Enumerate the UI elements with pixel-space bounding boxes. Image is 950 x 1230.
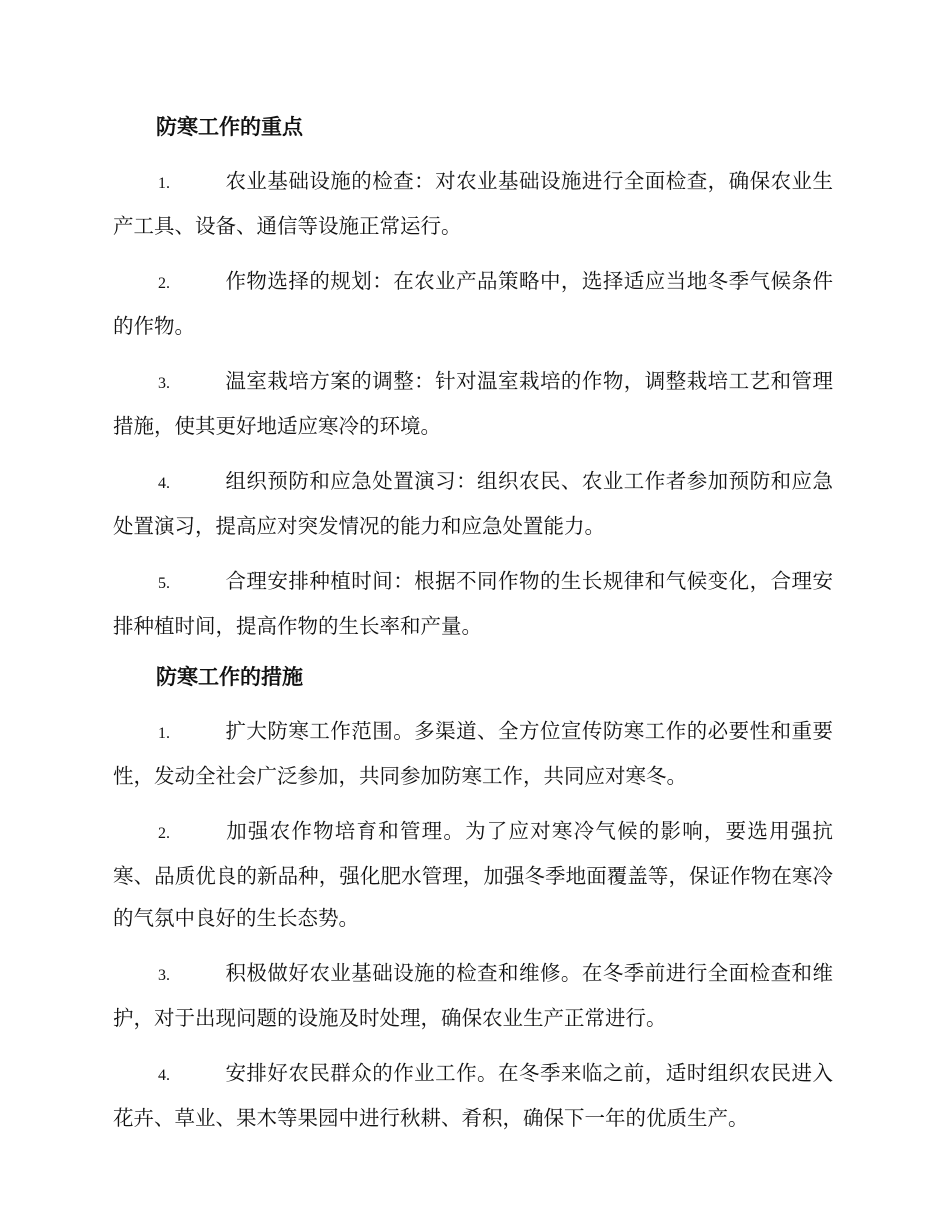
item-text: 合理安排种植时间：根据不同作物的生长规律和气候变化，合理安排种植时间，提高作物的生长率和产量。 <box>113 569 833 638</box>
item-text: 温室栽培方案的调整：针对温室栽培的作物，调整栽培工艺和管理措施，使其更好地适应寒冷的环境。 <box>113 369 833 438</box>
list-item <box>113 160 833 247</box>
list-item <box>113 810 833 939</box>
item-text: 积极做好农业基础设施的检查和维修。在冬季前进行全面检查和维护，对于出现问题的设施及时处理，确保农业生产正常进行。 <box>113 961 833 1030</box>
list-item <box>113 560 833 647</box>
item-text: 安排好农民群众的作业工作。在冬季来临之前，适时组织农民进入花卉、草业、果木等果园中进行秋耕、肴积，确保下一年的优质生产。 <box>113 1061 833 1130</box>
item-text: 加强农作物培育和管理。为了应对寒冷气候的影响，要选用强抗寒、品质优良的新品种，强化肥水管理，加强冬季地面覆盖等，保证作物在寒冷的气氛中良好的生长态势。 <box>113 819 833 930</box>
item-number: 4. <box>158 475 170 492</box>
section-heading: 防寒工作的措施 <box>156 665 303 689</box>
item-text: 作物选择的规划：在农业产品策略中，选择适应当地冬季气候条件的作物。 <box>113 269 833 338</box>
list-item <box>113 460 833 547</box>
list-item <box>113 710 833 797</box>
list-item <box>113 1052 833 1139</box>
item-number: 2. <box>158 275 170 292</box>
list-item <box>113 360 833 447</box>
item-number: 5. <box>158 575 170 592</box>
section-measures <box>113 660 833 1139</box>
item-number: 3. <box>158 967 170 984</box>
section-heading: 防寒工作的重点 <box>156 115 303 139</box>
item-number: 3. <box>158 375 170 392</box>
item-number: 1. <box>158 175 170 192</box>
item-number: 2. <box>158 825 170 842</box>
section-key-points <box>113 110 833 647</box>
list-item <box>113 952 833 1039</box>
item-text: 扩大防寒工作范围。多渠道、全方位宣传防寒工作的必要性和重要性，发动全社会广泛参加，共同参加防寒工作，共同应对寒冬。 <box>113 719 833 788</box>
item-text: 组织预防和应急处置演习：组织农民、农业工作者参加预防和应急处置演习，提高应对突发情况的能力和应急处置能力。 <box>113 469 833 538</box>
item-text: 农业基础设施的检查：对农业基础设施进行全面检查，确保农业生产工具、设备、通信等设施正常运行。 <box>113 169 833 238</box>
item-number: 1. <box>158 725 170 742</box>
list-item <box>113 260 833 347</box>
item-number: 4. <box>158 1067 170 1084</box>
